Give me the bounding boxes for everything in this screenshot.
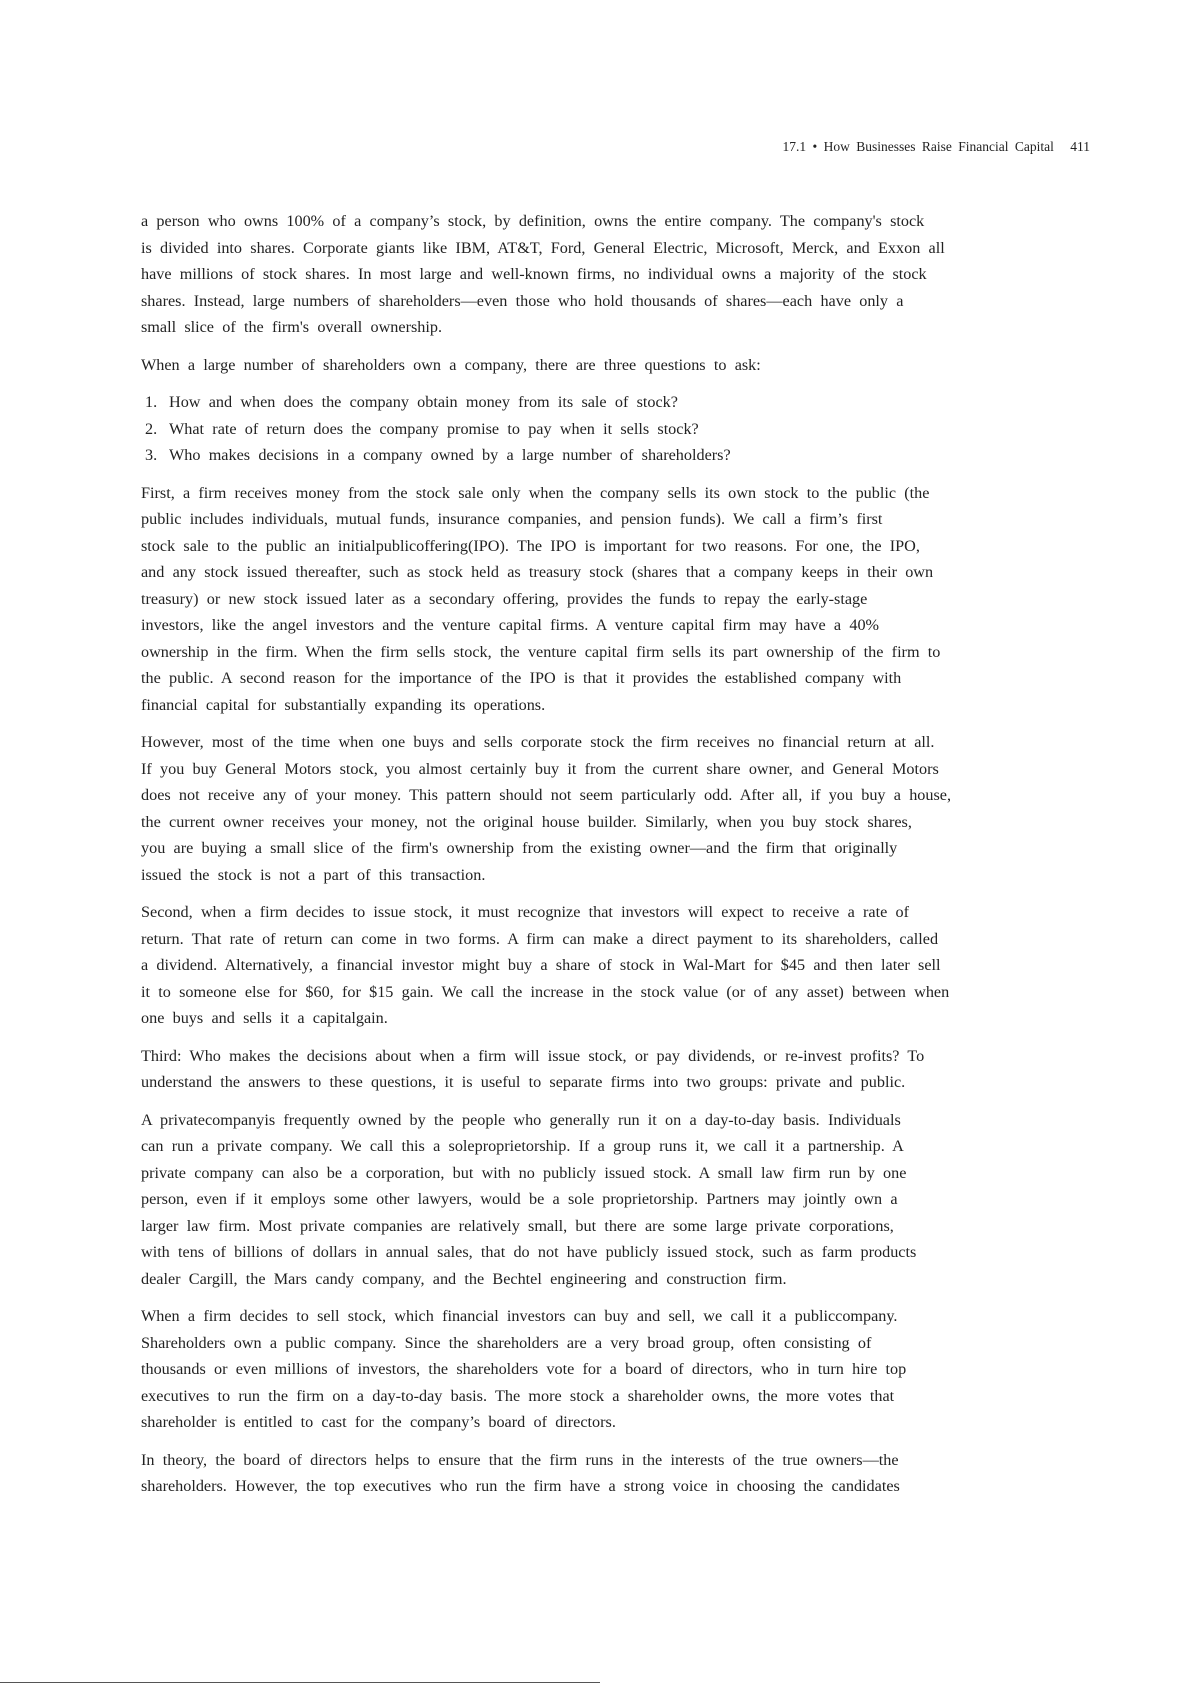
text-line: First, a firm receives money from the stock sale only when the company sells its own stock to the public (the [141, 483, 930, 502]
questions-list [141, 389, 1081, 469]
list-item [141, 389, 1081, 416]
text-line: with tens of billions of dollars in annual sales, that do not have publicly issued stock, such as farm products [141, 1243, 917, 1261]
text-line: you are buying a small slice of the firm's ownership from the existing owner—and the firm that originally [141, 839, 898, 857]
page-body [141, 208, 1081, 1511]
list-item [141, 416, 1081, 443]
text-line: However, most of the time when one buys and sells corporate stock the firm receives no financial return at all. [141, 733, 935, 751]
text-line: return. That rate of return can come in two forms. A firm can make a direct payment to its shareholders, called [141, 929, 939, 948]
text-line: Second, when a firm decides to issue stock, it must recognize that investors will expect to receive a rate of [141, 903, 909, 921]
list-item-number: 3. [145, 446, 158, 464]
page-number: 411 [1070, 139, 1090, 154]
list-item [141, 442, 1081, 469]
text-line: private company can also be a corporation, but with no publicly issued stock. A small law firm run by one [141, 1163, 907, 1182]
text-line: can run a private company. We call this a soleproprietorship. If a group runs it, we call it a partnership. A [141, 1137, 904, 1155]
text-line: one buys and sells it a capitalgain. [141, 1009, 388, 1027]
list-item-number: 1. [145, 393, 158, 411]
text-line: a dividend. Alternatively, a financial investor might buy a share of stock in Wal-Mart for $45 and then later sell [141, 956, 941, 974]
section-title: 17.1 • How Businesses Raise Financial Capital [782, 139, 1054, 154]
text-line: is divided into shares. Corporate giants like IBM, AT&T, Ford, General Electric, Microsoft, Merck, and Exxon all [141, 238, 945, 257]
text-line: person, even if it employs some other lawyers, would be a sole proprietorship. Partners may jointly own a [141, 1190, 898, 1208]
list-item-text: What rate of return does the company promise to pay when it sells stock? [169, 419, 699, 438]
paragraph [141, 1303, 1081, 1436]
text-line: Shareholders own a public company. Since the shareholders are a very broad group, often consisting of [141, 1333, 872, 1352]
paragraph [141, 1447, 1081, 1500]
text-line: the current owner receives your money, not the original house builder. Similarly, when you buy stock shares, [141, 812, 912, 831]
paragraph [141, 480, 1081, 719]
text-line: financial capital for substantially expanding its operations. [141, 695, 546, 714]
text-line: small slice of the firm's overall ownership. [141, 318, 442, 336]
intro-paragraphs [141, 208, 1081, 378]
text-line: the public. A second reason for the importance of the IPO is that it provides the established company with [141, 669, 902, 687]
text-line: a person who owns 100% of a company’s stock, by definition, owns the entire company. The company's stock [141, 212, 925, 230]
text-line: public includes individuals, mutual funds, insurance companies, and pension funds). We call a firm’s first [141, 510, 883, 528]
text-line: have millions of stock shares. In most large and well-known firms, no individual owns a majority of the stock [141, 265, 927, 283]
text-line: A privatecompanyis frequently owned by the people who generally run it on a day-to-day basis. Individuals [141, 1110, 901, 1129]
text-line: larger law firm. Most private companies are relatively small, but there are some large private corporations, [141, 1216, 894, 1235]
text-line: When a large number of shareholders own a company, there are three questions to ask: [141, 355, 761, 374]
text-line: In theory, the board of directors helps to ensure that the firm runs in the interests of the true owners—the [141, 1450, 899, 1469]
list-item-text: Who makes decisions in a company owned by a large number of shareholders? [169, 446, 731, 464]
paragraph [141, 208, 1081, 341]
text-line: shareholder is entitled to cast for the company’s board of directors. [141, 1413, 616, 1431]
text-line: investors, like the angel investors and the venture capital firms. A venture capital firm may have a 40% [141, 616, 880, 634]
text-line: issued the stock is not a part of this transaction. [141, 865, 486, 884]
paragraph [141, 899, 1081, 1032]
text-line: it to someone else for $60, for $15 gain. We call the increase in the stock value (or of any asset) between when [141, 982, 950, 1001]
text-line: shareholders. However, the top executives who run the firm have a strong voice in choosing the candidates [141, 1477, 900, 1495]
paragraph [141, 352, 1081, 379]
text-line: and any stock issued thereafter, such as stock held as treasury stock (shares that a company keeps in their own [141, 563, 934, 581]
paragraph [141, 1107, 1081, 1293]
running-header [783, 139, 1090, 155]
text-line: thousands or even millions of investors, the shareholders vote for a board of directors, who in turn hire top [141, 1360, 907, 1378]
text-line: shares. Instead, large numbers of shareholders—even those who hold thousands of shares—each have only a [141, 291, 904, 310]
text-line: stock sale to the public an initialpublicoffering(IPO). The IPO is important for two reasons. For one, the IPO, [141, 536, 920, 555]
text-line: When a firm decides to sell stock, which financial investors can buy and sell, we call it a publiccompany. [141, 1307, 898, 1325]
text-line: If you buy General Motors stock, you almost certainly buy it from the current share owner, and General Motors [141, 759, 939, 778]
paragraph [141, 729, 1081, 888]
text-line: Third: Who makes the decisions about when a firm will issue stock, or pay dividends, or re-invest profits? To [141, 1046, 925, 1065]
footer-rule [0, 1682, 600, 1683]
text-line: does not receive any of your money. This pattern should not seem particularly odd. After all, if you buy a house, [141, 786, 952, 804]
list-item-number: 2. [145, 419, 158, 438]
text-line: dealer Cargill, the Mars candy company, and the Bechtel engineering and construction firm. [141, 1269, 787, 1288]
list-item-text: How and when does the company obtain money from its sale of stock? [169, 393, 678, 411]
body-paragraphs [141, 480, 1081, 1500]
text-line: treasury) or new stock issued later as a secondary offering, provides the funds to repay the early-stage [141, 589, 868, 608]
paragraph [141, 1043, 1081, 1096]
text-line: understand the answers to these questions, it is useful to separate firms into two groups: private and public. [141, 1073, 906, 1091]
text-line: executives to run the firm on a day-to-day basis. The more stock a shareholder owns, the more votes that [141, 1386, 895, 1405]
text-line: ownership in the firm. When the firm sells stock, the venture capital firm sells its part ownership of the firm to [141, 642, 941, 661]
